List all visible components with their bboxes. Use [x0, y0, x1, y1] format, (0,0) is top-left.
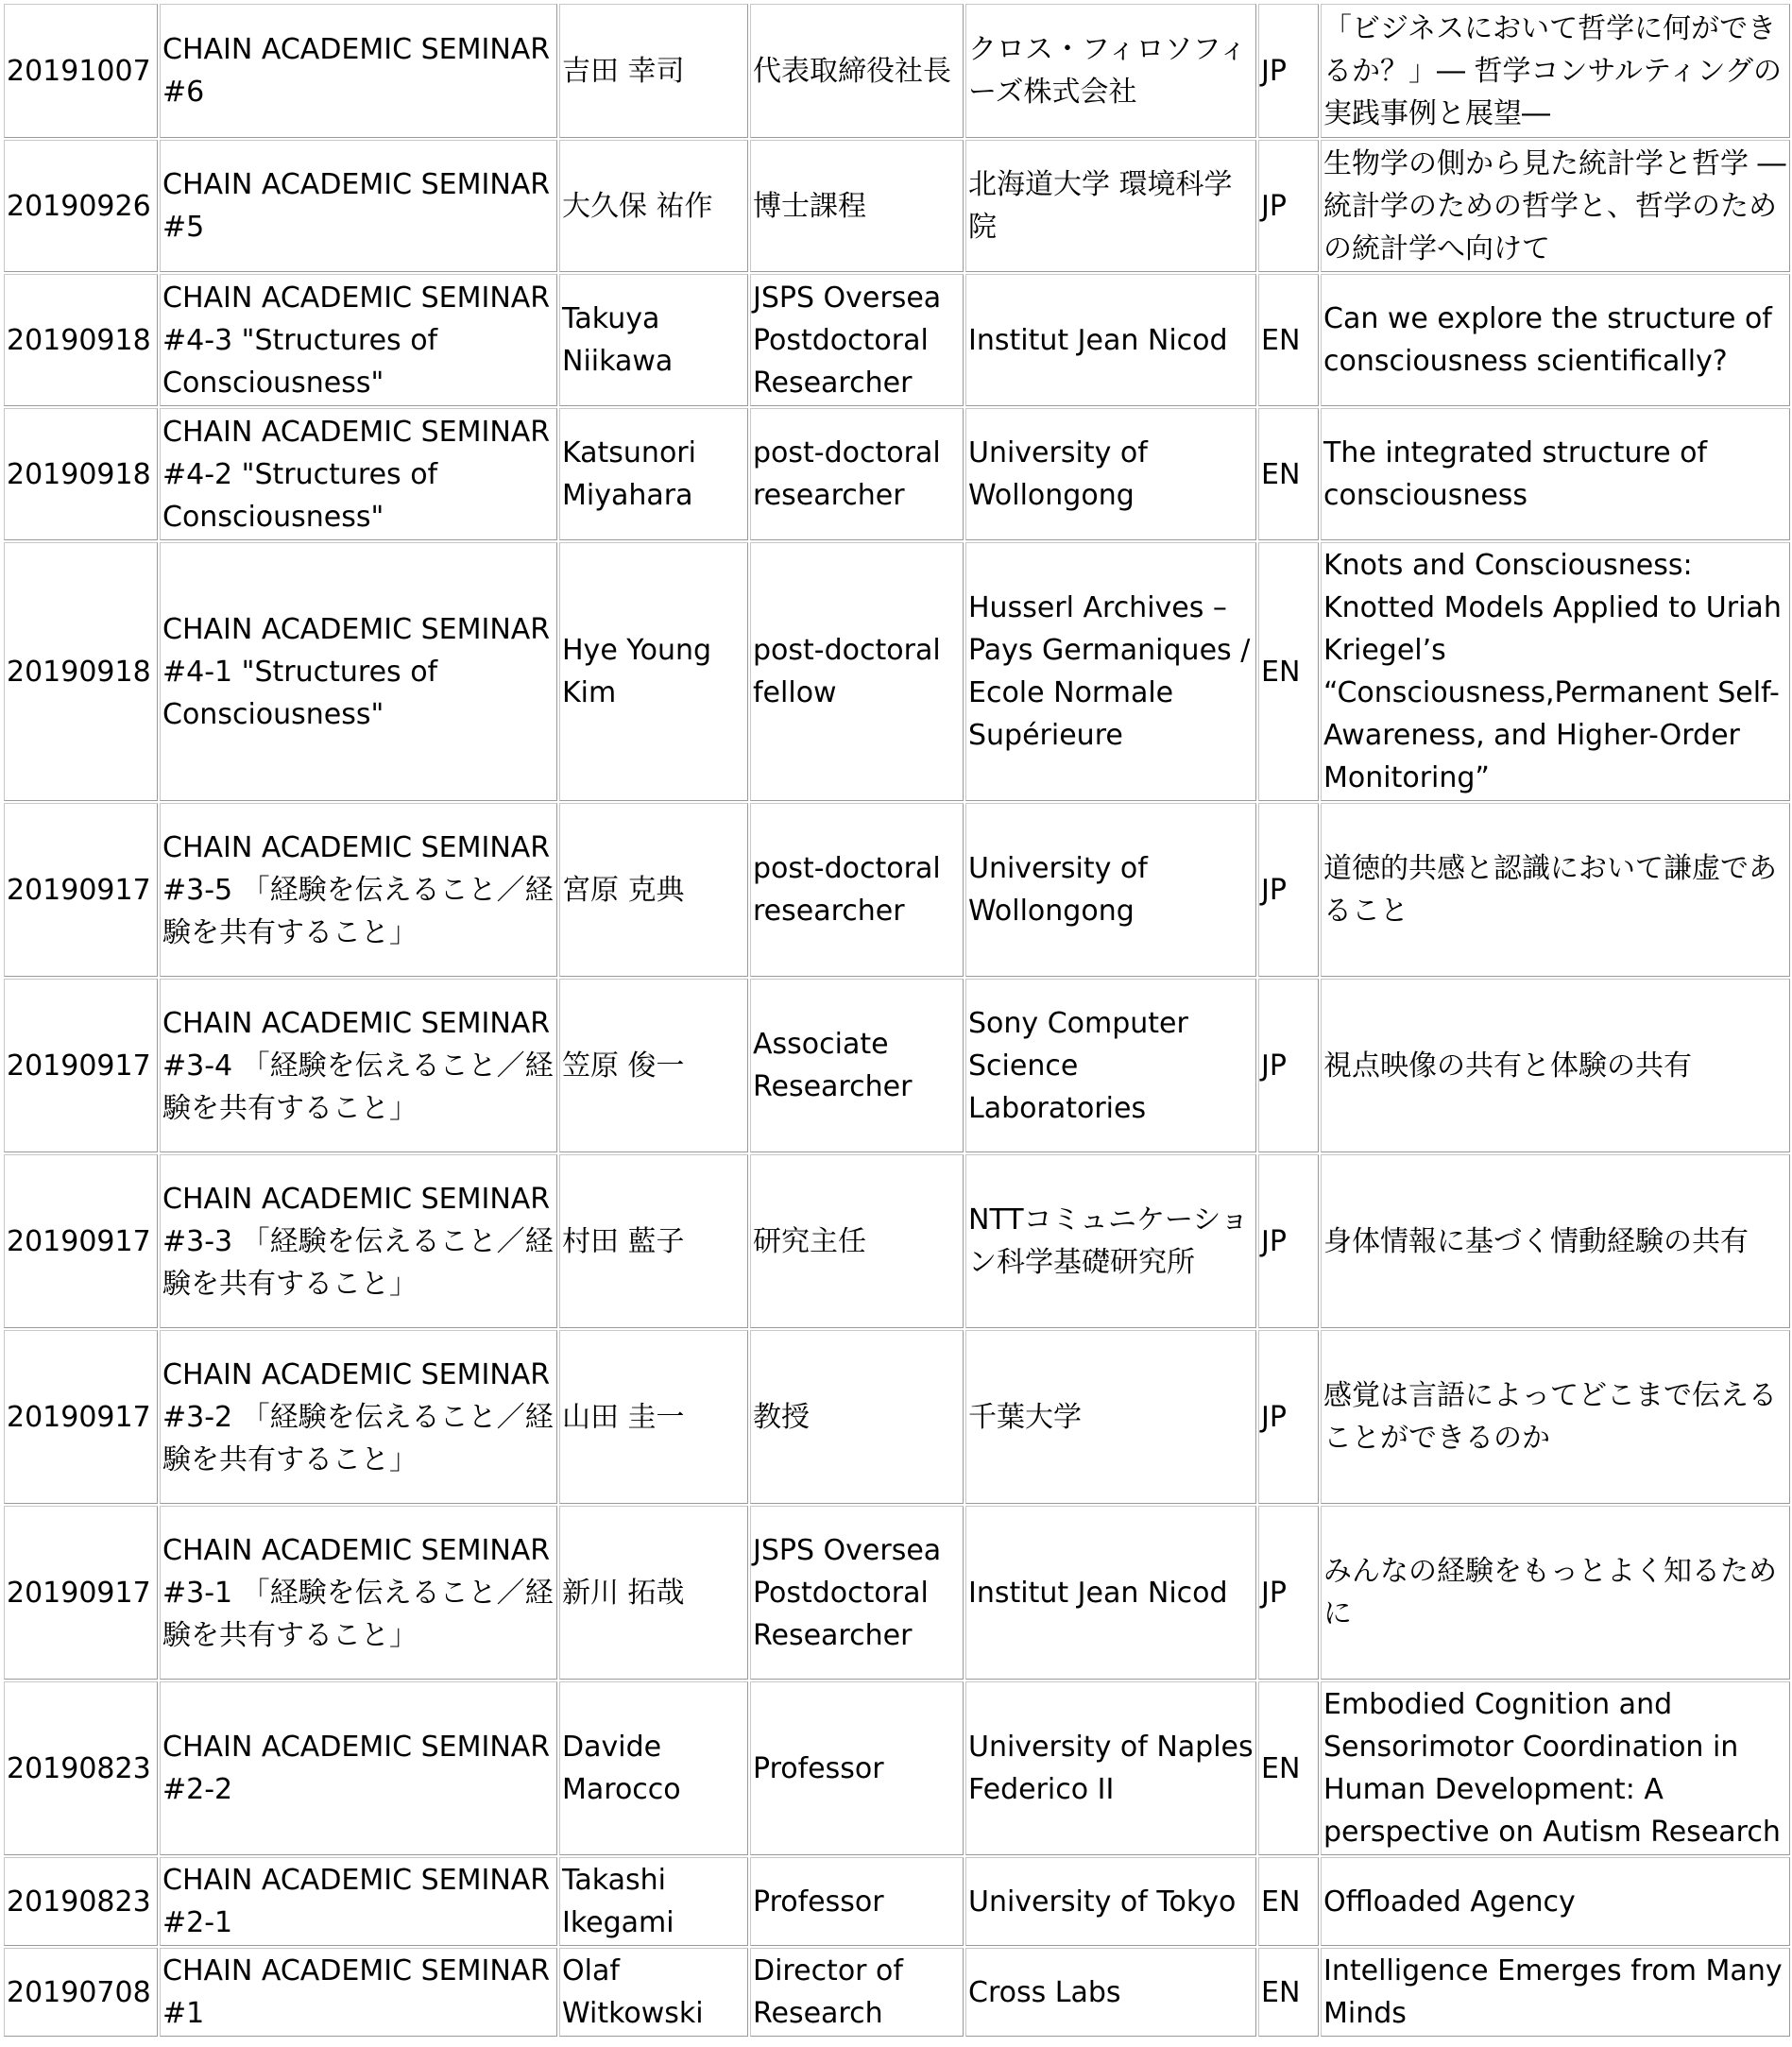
speaker-cell: 村田 藍子 — [559, 1154, 748, 1328]
talk-title-cell: みんなの経験をもっとよく知るために — [1321, 1506, 1790, 1680]
affiliation-cell: クロス・フィロソフィーズ株式会社 — [965, 4, 1256, 138]
affiliation-cell: 千葉大学 — [965, 1330, 1256, 1504]
position-cell: post-doctoral researcher — [750, 408, 964, 540]
speaker-cell: Olaf Witkowski — [559, 1948, 748, 2037]
affiliation-cell: Institut Jean Nicod — [965, 274, 1256, 406]
language-cell: JP — [1258, 803, 1319, 977]
talk-title-cell: 感覚は言語によってどこまで伝えることができるのか — [1321, 1330, 1790, 1504]
talk-title-cell: Intelligence Emerges from Many Minds — [1321, 1948, 1790, 2037]
position-cell: 研究主任 — [750, 1154, 964, 1328]
date-cell: 20190918 — [4, 542, 158, 801]
language-cell: EN — [1258, 274, 1319, 406]
affiliation-cell: NTTコミュニケーション科学基礎研究所 — [965, 1154, 1256, 1328]
event-name-cell: CHAIN ACADEMIC SEMINAR #2-2 — [160, 1681, 557, 1855]
date-cell: 20190918 — [4, 274, 158, 406]
position-cell: post-doctoral fellow — [750, 542, 964, 801]
talk-title-cell: Embodied Cognition and Sensorimotor Coordination in Human Development: A perspective on Autism Research — [1321, 1681, 1790, 1855]
seminar-table — [2, 2, 1792, 2038]
talk-title-cell: Offloaded Agency — [1321, 1857, 1790, 1946]
table-row — [4, 979, 1792, 1152]
language-cell: EN — [1258, 1948, 1319, 2037]
table-row — [4, 1154, 1792, 1328]
date-cell: 20190917 — [4, 1330, 158, 1504]
language-cell: JP — [1258, 4, 1319, 138]
talk-title-cell: 身体情報に基づく情動経験の共有 — [1321, 1154, 1790, 1328]
position-cell: Professor — [750, 1857, 964, 1946]
language-cell: JP — [1258, 140, 1319, 272]
date-cell: 20190708 — [4, 1948, 158, 2037]
event-name-cell: CHAIN ACADEMIC SEMINAR #3-3 「経験を伝えること／経験を共有すること」 — [160, 1154, 557, 1328]
language-cell: JP — [1258, 1330, 1319, 1504]
speaker-cell: 山田 圭一 — [559, 1330, 748, 1504]
affiliation-cell: University of Wollongong — [965, 803, 1256, 977]
table-row — [4, 4, 1792, 138]
affiliation-cell: University of Naples Federico II — [965, 1681, 1256, 1855]
language-cell: JP — [1258, 1506, 1319, 1680]
talk-title-cell: 生物学の側から見た統計学と哲学 ― 統計学のための哲学と、哲学のための統計学へ向けて — [1321, 140, 1790, 272]
table-row — [4, 1330, 1792, 1504]
date-cell: 20190918 — [4, 408, 158, 540]
date-cell: 20190917 — [4, 1154, 158, 1328]
affiliation-cell: Husserl Archives – Pays Germaniques / Ecole Normale Supérieure — [965, 542, 1256, 801]
affiliation-cell: 北海道大学 環境科学院 — [965, 140, 1256, 272]
language-cell: JP — [1258, 979, 1319, 1152]
table-row — [4, 408, 1792, 540]
speaker-cell: Takashi Ikegami — [559, 1857, 748, 1946]
language-cell: EN — [1258, 542, 1319, 801]
event-name-cell: CHAIN ACADEMIC SEMINAR #4-3 "Structures of Consciousness" — [160, 274, 557, 406]
seminar-table-body — [4, 4, 1792, 2037]
date-cell: 20190823 — [4, 1857, 158, 1946]
event-name-cell: CHAIN ACADEMIC SEMINAR #1 — [160, 1948, 557, 2037]
table-row — [4, 140, 1792, 272]
event-name-cell: CHAIN ACADEMIC SEMINAR #5 — [160, 140, 557, 272]
speaker-cell: Hye Young Kim — [559, 542, 748, 801]
date-cell: 20191007 — [4, 4, 158, 138]
event-name-cell: CHAIN ACADEMIC SEMINAR #4-2 "Structures of Consciousness" — [160, 408, 557, 540]
position-cell: 教授 — [750, 1330, 964, 1504]
table-row — [4, 1681, 1792, 1855]
speaker-cell: Takuya Niikawa — [559, 274, 748, 406]
table-row — [4, 803, 1792, 977]
affiliation-cell: Institut Jean Nicod — [965, 1506, 1256, 1680]
talk-title-cell: The integrated structure of consciousness — [1321, 408, 1790, 540]
position-cell: JSPS Oversea Postdoctoral Researcher — [750, 1506, 964, 1680]
date-cell: 20190926 — [4, 140, 158, 272]
affiliation-cell: Cross Labs — [965, 1948, 1256, 2037]
date-cell: 20190823 — [4, 1681, 158, 1855]
speaker-cell: 吉田 幸司 — [559, 4, 748, 138]
date-cell: 20190917 — [4, 979, 158, 1152]
speaker-cell: 宮原 克典 — [559, 803, 748, 977]
table-row — [4, 542, 1792, 801]
table-row — [4, 1948, 1792, 2037]
affiliation-cell: University of Wollongong — [965, 408, 1256, 540]
position-cell: Associate Researcher — [750, 979, 964, 1152]
talk-title-cell: 「ビジネスにおいて哲学に何ができるか？」― 哲学コンサルティングの実践事例と展望― — [1321, 4, 1790, 138]
speaker-cell: 大久保 祐作 — [559, 140, 748, 272]
position-cell: 代表取締役社長 — [750, 4, 964, 138]
event-name-cell: CHAIN ACADEMIC SEMINAR #4-1 "Structures of Consciousness" — [160, 542, 557, 801]
table-row — [4, 1857, 1792, 1946]
position-cell: 博士課程 — [750, 140, 964, 272]
event-name-cell: CHAIN ACADEMIC SEMINAR #3-2 「経験を伝えること／経験を共有すること」 — [160, 1330, 557, 1504]
talk-title-cell: Knots and Consciousness: Knotted Models Applied to Uriah Kriegel’s “Consciousness,Permanent Self-Awareness, and Higher-Order Monitoring” — [1321, 542, 1790, 801]
table-row — [4, 1506, 1792, 1680]
position-cell: JSPS Oversea Postdoctoral Researcher — [750, 274, 964, 406]
talk-title-cell: Can we explore the structure of consciousness scientifically? — [1321, 274, 1790, 406]
event-name-cell: CHAIN ACADEMIC SEMINAR #6 — [160, 4, 557, 138]
position-cell: post-doctoral researcher — [750, 803, 964, 977]
language-cell: EN — [1258, 1857, 1319, 1946]
talk-title-cell: 道徳的共感と認識において謙虚であること — [1321, 803, 1790, 977]
speaker-cell: Katsunori Miyahara — [559, 408, 748, 540]
talk-title-cell: 視点映像の共有と体験の共有 — [1321, 979, 1790, 1152]
table-row — [4, 274, 1792, 406]
speaker-cell: 笠原 俊一 — [559, 979, 748, 1152]
event-name-cell: CHAIN ACADEMIC SEMINAR #3-1 「経験を伝えること／経験を共有すること」 — [160, 1506, 557, 1680]
position-cell: Professor — [750, 1681, 964, 1855]
language-cell: JP — [1258, 1154, 1319, 1328]
affiliation-cell: Sony Computer Science Laboratories — [965, 979, 1256, 1152]
date-cell: 20190917 — [4, 803, 158, 977]
date-cell: 20190917 — [4, 1506, 158, 1680]
event-name-cell: CHAIN ACADEMIC SEMINAR #2-1 — [160, 1857, 557, 1946]
event-name-cell: CHAIN ACADEMIC SEMINAR #3-4 「経験を伝えること／経験を共有すること」 — [160, 979, 557, 1152]
language-cell: EN — [1258, 408, 1319, 540]
event-name-cell: CHAIN ACADEMIC SEMINAR #3-5 「経験を伝えること／経験を共有すること」 — [160, 803, 557, 977]
affiliation-cell: University of Tokyo — [965, 1857, 1256, 1946]
speaker-cell: Davide Marocco — [559, 1681, 748, 1855]
speaker-cell: 新川 拓哉 — [559, 1506, 748, 1680]
language-cell: EN — [1258, 1681, 1319, 1855]
position-cell: Director of Research — [750, 1948, 964, 2037]
